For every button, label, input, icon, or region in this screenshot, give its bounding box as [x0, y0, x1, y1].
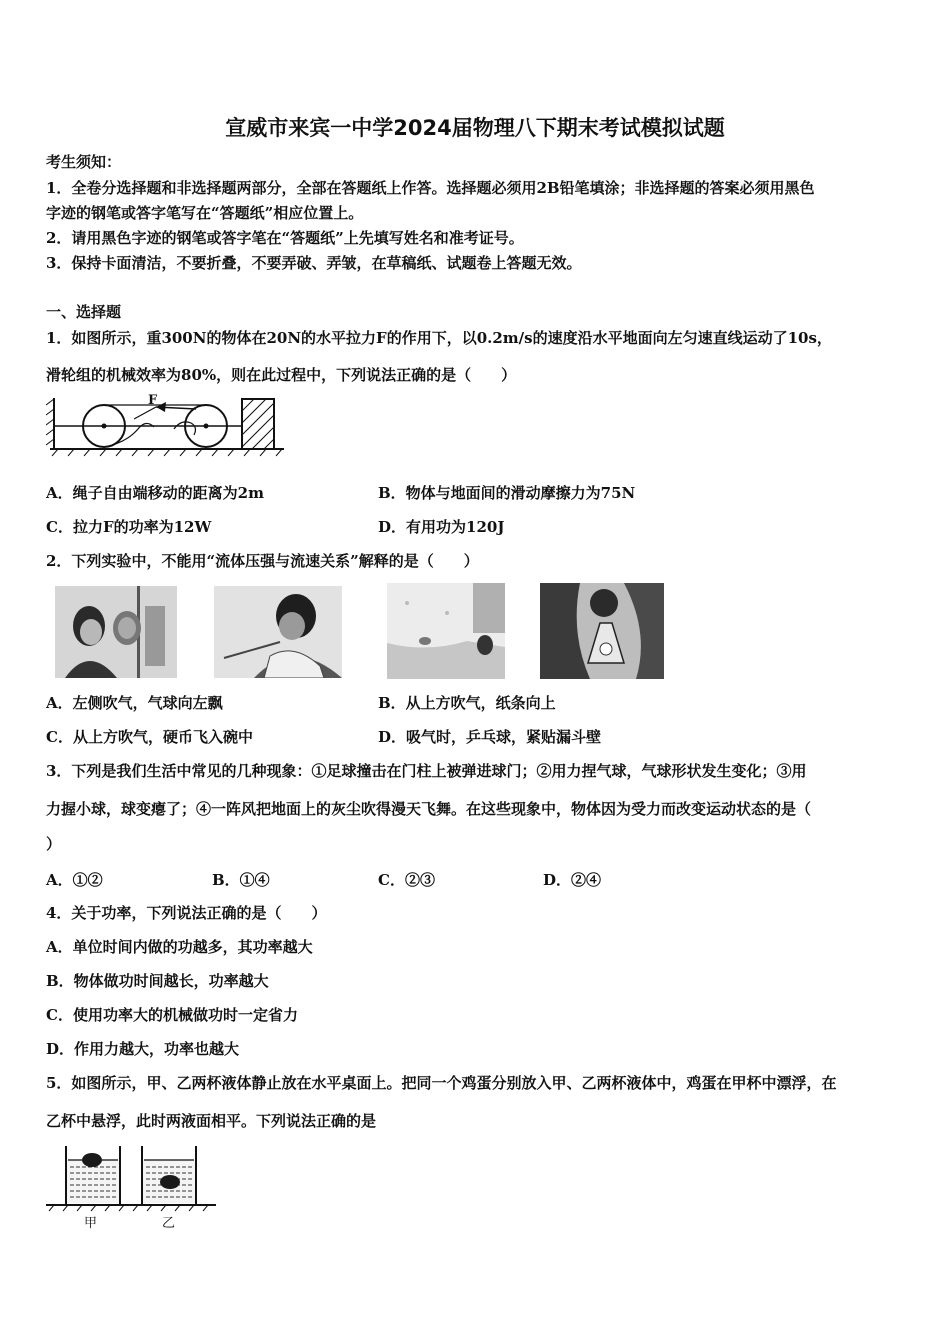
q4-stem: 4．关于功率，下列说法正确的是（ ）	[46, 904, 327, 922]
q4-option-b[interactable]: B．物体做功时间越长，功率越大	[46, 972, 269, 990]
egg-cups-diagram	[44, 1142, 219, 1212]
q1-option-b[interactable]: B．物体与地面间的滑动摩擦力为75N	[378, 484, 636, 502]
q4-option-a[interactable]: A．单位时间内做的功越多，其功率越大	[46, 938, 313, 956]
q2-option-d[interactable]: D．吸气时，乒乓球，紧贴漏斗壁	[378, 728, 602, 746]
force-label: F	[148, 393, 158, 408]
notice-item: 3．保持卡面清洁，不要折叠，不要弄破、弄皱，在草稿纸、试题卷上答题无效。	[46, 254, 582, 272]
notice-item: 1．全卷分选择题和非选择题两部分，全部在答题纸上作答。选择题必须用2B铅笔填涂；非选择题的答案必须用黑色	[46, 179, 815, 197]
photo-balloon	[55, 586, 177, 678]
q1-option-a[interactable]: A．绳子自由端移动的距离为2m	[46, 484, 264, 502]
cup-yi	[142, 1146, 196, 1204]
q3-stem-line: 力握小球，球变瘪了；④一阵风把地面上的灰尘吹得漫天飞舞。在这些现象中，物体因为受力而改变运动状态的是（	[46, 800, 812, 818]
q2-stem: 2．下列实验中，不能用“流体压强与流速关系”解释的是（ ）	[46, 552, 479, 570]
photo-coin-bowl	[387, 583, 505, 679]
pulley-diagram	[46, 393, 286, 459]
cup-jia	[66, 1146, 120, 1204]
q3-stem-line: ）	[46, 835, 62, 853]
q4-option-c[interactable]: C．使用功率大的机械做功时一定省力	[46, 1006, 298, 1024]
page-title: 宣威市来宾一中学2024届物理八下期末考试模拟试题	[225, 116, 725, 140]
q3-option-c[interactable]: C．②③	[378, 871, 435, 889]
q1-stem-line: 滑轮组的机械效率为80%，则在此过程中，下列说法正确的是（ ）	[46, 366, 517, 384]
q3-option-d[interactable]: D．②④	[543, 871, 602, 889]
q3-option-b[interactable]: B．①④	[212, 871, 270, 889]
notice-item: 2．请用黑色字迹的钢笔或答字笔在“答题纸”上先填写姓名和准考证号。	[46, 229, 524, 247]
notice-item: 字迹的钢笔或答字笔写在“答题纸”相应位置上。	[46, 204, 364, 222]
q1-option-d[interactable]: D．有用功为120J	[378, 518, 505, 536]
photo-paper-strip	[214, 586, 342, 678]
section-heading: 一、选择题	[46, 303, 122, 321]
q3-option-a[interactable]: A．①②	[46, 871, 103, 889]
q1-option-c[interactable]: C．拉力F的功率为12W	[46, 518, 212, 536]
photo-funnel-ball	[540, 583, 664, 679]
q4-option-d[interactable]: D．作用力越大，功率也越大	[46, 1040, 240, 1058]
q3-stem-line: 3．下列是我们生活中常见的几种现象：①足球撞击在门柱上被弹进球门；②用力捏气球，气球形状发生变化；③用	[46, 762, 807, 780]
cup-label-yi: 乙	[162, 1216, 176, 1231]
q1-stem-line: 1．如图所示，重300N的物体在20N的水平拉力F的作用下，以0.2m/s的速度沿水平地面向左匀速直线运动了10s，	[46, 329, 832, 347]
q2-option-c[interactable]: C．从上方吹气，硬币飞入碗中	[46, 728, 253, 746]
q2-option-b[interactable]: B．从上方吹气，纸条向上	[378, 694, 556, 712]
q5-stem-line: 乙杯中悬浮，此时两液面相平。下列说法正确的是	[46, 1112, 377, 1130]
q5-stem-line: 5．如图所示，甲、乙两杯液体静止放在水平桌面上。把同一个鸡蛋分别放入甲、乙两杯液体中，鸡蛋在甲杯中漂浮，在	[46, 1074, 837, 1092]
notice-heading: 考生须知：	[46, 153, 122, 171]
q2-option-a[interactable]: A．左侧吹气，气球向左飘	[46, 694, 223, 712]
cup-label-jia: 甲	[84, 1216, 98, 1231]
